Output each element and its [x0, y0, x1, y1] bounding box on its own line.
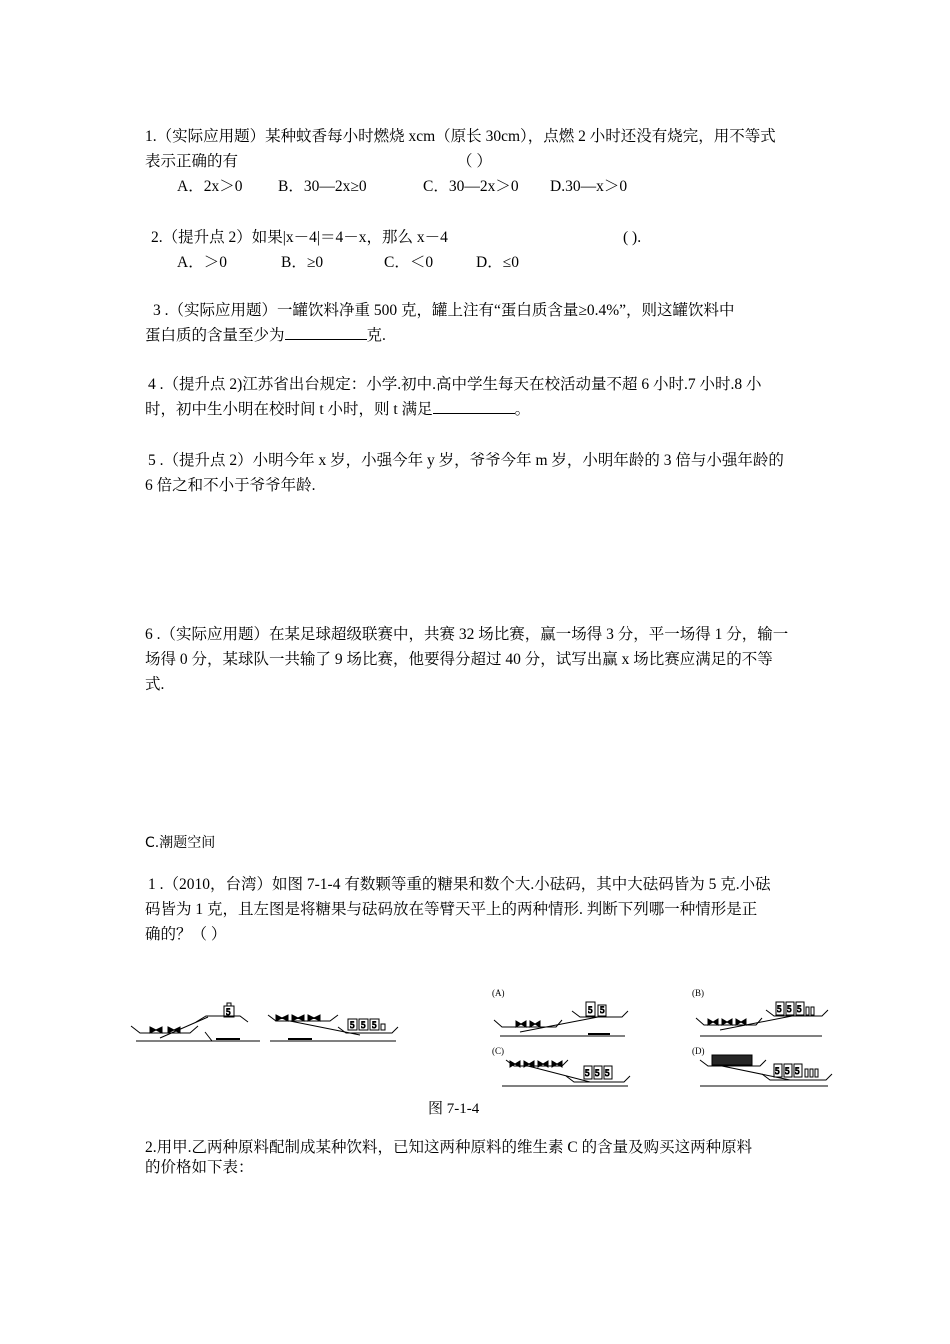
option-b-weight-label-1: 5	[777, 1004, 782, 1014]
q6-line3: 式.	[145, 676, 165, 693]
q3-line1: 3 .（实际应用题）一罐饮料净重 500 克，罐上注有“蛋白质含量≥0.4%”，则这罐饮料中	[153, 302, 735, 319]
q2-option-d: D．≤0	[476, 254, 519, 271]
c2-line2: 的价格如下表：	[145, 1159, 254, 1176]
intro-scale-1	[131, 1003, 260, 1041]
q4-line2-end: 。	[514, 401, 531, 418]
option-a-weight-label-1: 5	[588, 1005, 593, 1015]
q5-line1: 5 .（提升点 2）小明今年 x 岁，小强今年 y 岁，爷爷今年 m 岁，小明年龄的 3 倍与小强年龄的	[148, 452, 784, 469]
option-a-scale	[494, 1002, 628, 1036]
intro-2-weight-label-3: 5	[372, 1020, 377, 1030]
intro-2-weight-label-2: 5	[361, 1020, 366, 1030]
q1-option-b: B．30—2x≥0	[278, 178, 367, 195]
q1-option-a: A．2x＞0	[177, 178, 243, 195]
intro-1-big-weight-label: 5	[226, 1007, 231, 1017]
q1-option-c: C．30—2x＞0	[423, 178, 519, 195]
c-question-2	[145, 1138, 815, 1178]
option-b-label: (B)	[692, 988, 704, 998]
option-d-weight-label-3: 5	[795, 1066, 800, 1076]
option-c-scale	[502, 1060, 630, 1086]
c1-line2: 码皆为 1 克，且左图是将糖果与砝码放在等臂天平上的两种情形. 判断下列哪一种情形是正	[145, 901, 758, 918]
option-b-scale	[696, 1002, 828, 1036]
figure-caption: 图 7-1-4	[428, 1101, 480, 1117]
q1-answer-paren: （ ）	[457, 153, 492, 170]
q2-stem: 2.（提升点 2）如果|x－4|＝4－x，那么 x－4	[151, 229, 448, 246]
q3-line2-end: 克.	[366, 327, 386, 344]
c2-line1: 2.用甲.乙两种原料配制成某种饮料，已知这两种原料的维生素 C 的含量及购买这两种原料	[145, 1139, 753, 1156]
option-d-weight-label-1: 5	[775, 1066, 780, 1076]
q1-stem-end: 表示正确的有	[145, 153, 239, 170]
q2-option-b: B．≥0	[281, 254, 324, 271]
option-c-weight-label-1: 5	[585, 1068, 590, 1078]
q5-line2: 6 倍之和不小于爷爷年龄.	[145, 477, 316, 494]
option-a-label: (A)	[492, 988, 505, 998]
option-d-label: (D)	[692, 1046, 705, 1056]
option-d-weight-label-2: 5	[785, 1066, 790, 1076]
q6-line2: 场得 0 分，某球队一共输了 9 场比赛，他要得分超过 40 分，试写出赢 x 场比赛应满足的不等	[145, 651, 773, 668]
option-c-label: (C)	[492, 1046, 504, 1056]
option-d-scale	[700, 1055, 832, 1086]
c1-line1: 1 .（2010，台湾）如图 7-1-4 有数颗等重的糖果和数个大.小砝码，其中大砝码皆为 5 克.小砝	[148, 876, 771, 893]
c1-line3: 确的？（ ）	[145, 926, 227, 943]
option-c-weight-label-2: 5	[595, 1068, 600, 1078]
q2-option-a: A．＞0	[177, 254, 227, 271]
option-b-weight-label-2: 5	[787, 1004, 792, 1014]
q4-line1: 4 .（提升点 2)江苏省出台规定：小学.初中.高中学生每天在校活动量不超 6 小时.7 小时.8 小	[148, 376, 762, 393]
option-b-weight-label-3: 5	[797, 1004, 802, 1014]
intro-scale-2	[268, 1015, 398, 1041]
q4-line2-start: 时，初中生小明在校时间 t 小时，则 t 满足	[145, 401, 433, 418]
option-a-weight-label-2: 5	[600, 1005, 605, 1015]
intro-2-weight-label-1: 5	[350, 1020, 355, 1030]
q2-option-c: C．＜0	[384, 254, 434, 271]
q2-answer-paren: ( ).	[623, 229, 642, 246]
q1-line1: 1.（实际应用题）某种蚊香每小时燃烧 xcm（原长 30cm），点燃 2 小时还没有烧完，用不等式	[145, 128, 776, 145]
section-c-heading: C.潮题空间	[145, 835, 216, 851]
option-c-weight-label-3: 5	[605, 1068, 610, 1078]
q3-line2-start: 蛋白质的含量至少为	[145, 327, 285, 344]
q1-option-d: D.30—x＞0	[550, 178, 628, 195]
q6-line1: 6 .（实际应用题）在某足球超级联赛中，共赛 32 场比赛，赢一场得 3 分，平一场得 1 分，输一	[145, 626, 789, 643]
